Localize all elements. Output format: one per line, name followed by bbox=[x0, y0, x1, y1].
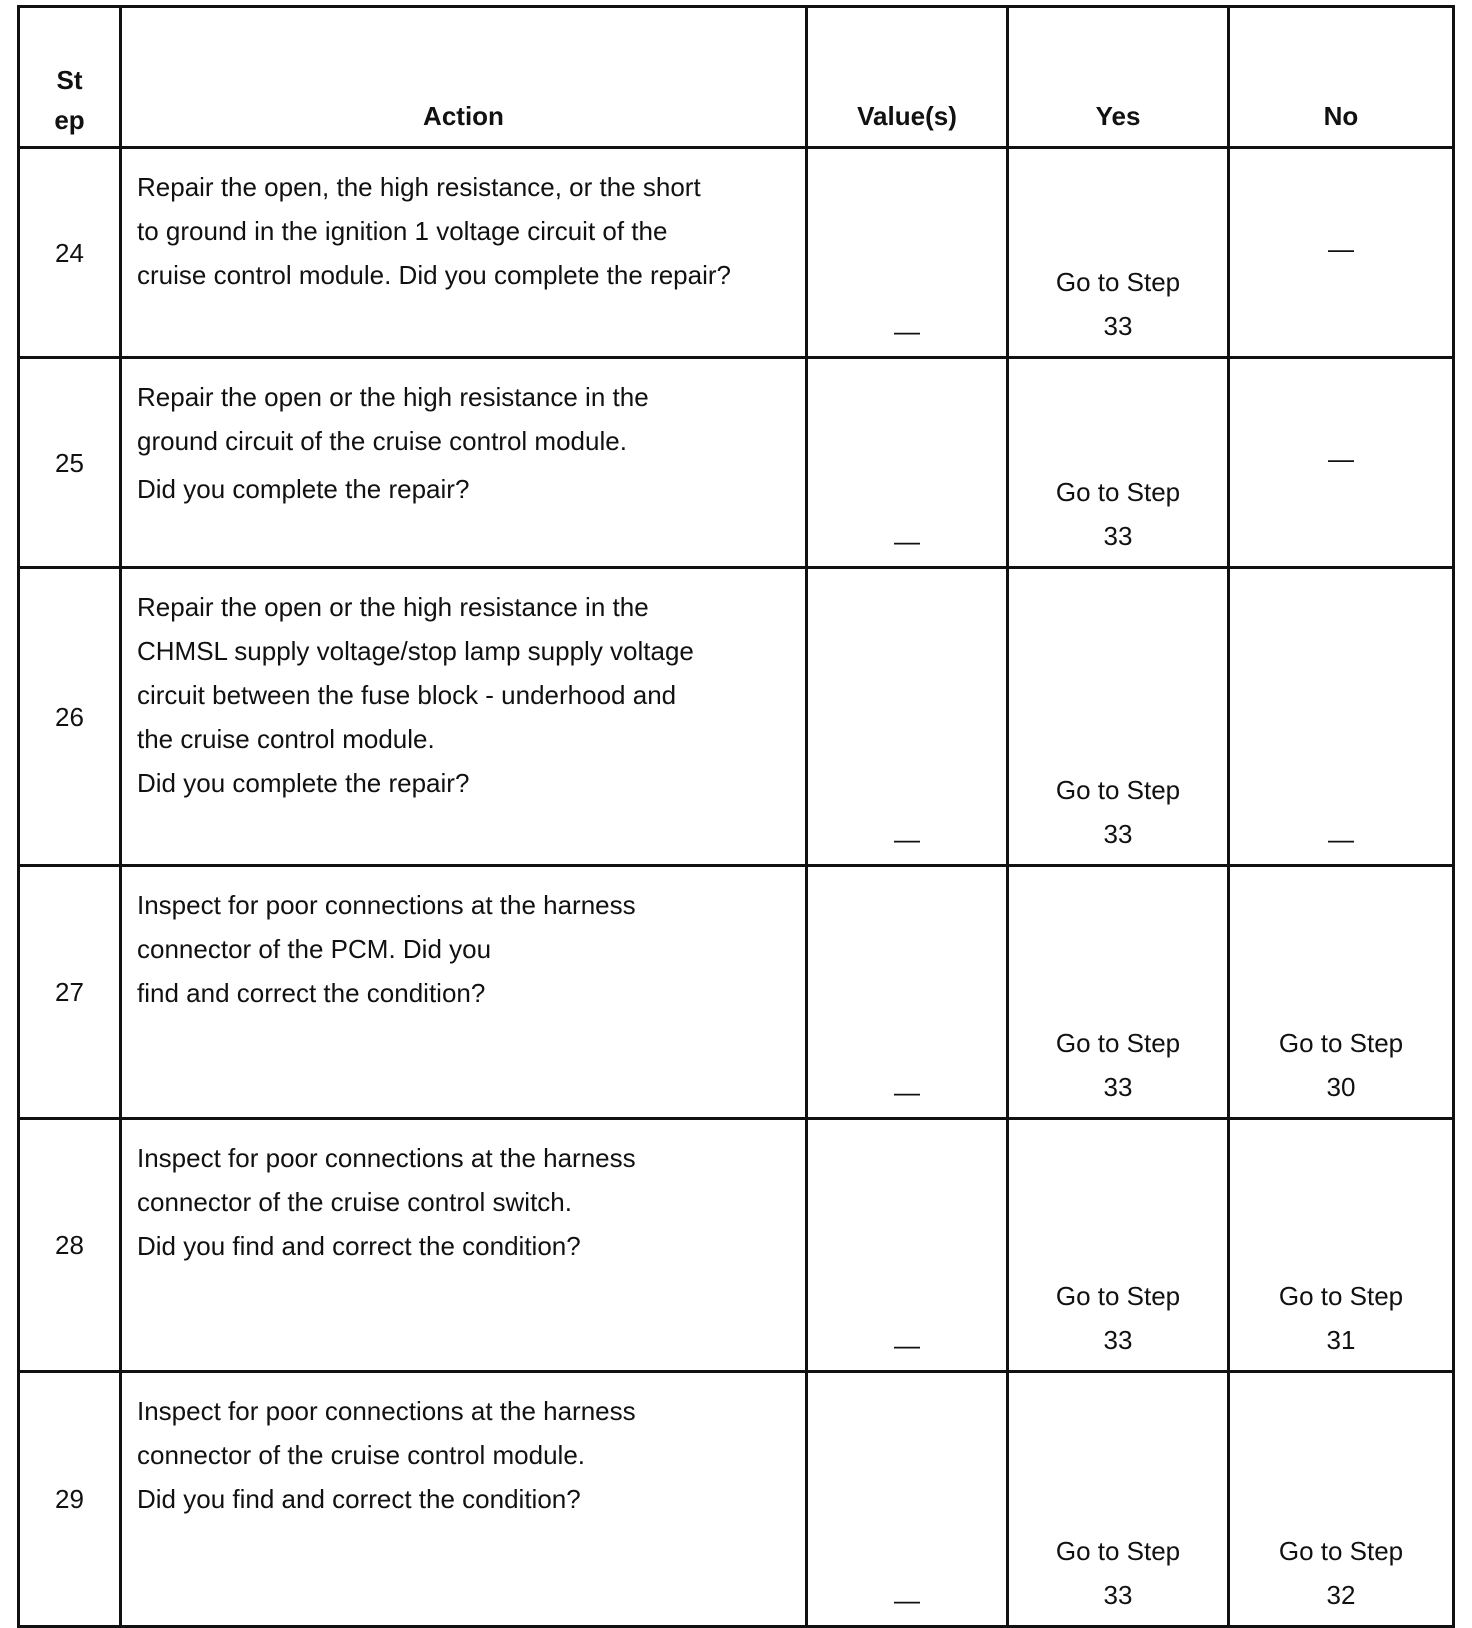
no-cell bbox=[1229, 866, 1454, 1119]
no-text: — bbox=[1328, 824, 1354, 854]
step-number: 28 bbox=[55, 1230, 84, 1260]
action-line: to ground in the ignition 1 voltage circuit of the bbox=[137, 216, 668, 246]
yes-goto-step: 33 bbox=[1103, 1325, 1133, 1355]
no-cell bbox=[1229, 1119, 1454, 1372]
yes-goto-step: 33 bbox=[1103, 521, 1133, 551]
action-line: Did you complete the repair? bbox=[137, 474, 470, 504]
value-text: — bbox=[894, 1077, 920, 1107]
table-row bbox=[19, 148, 1454, 358]
value-text: — bbox=[894, 1330, 920, 1360]
yes-goto-step: 33 bbox=[1103, 1580, 1133, 1610]
action-line: Repair the open or the high resistance in the bbox=[137, 592, 649, 622]
yes-goto-label: Go to Step bbox=[1055, 1281, 1181, 1311]
step-number: 29 bbox=[55, 1484, 84, 1514]
yes-goto-step: 33 bbox=[1103, 311, 1133, 341]
action-line: Inspect for poor connections at the harness bbox=[137, 1396, 636, 1426]
yes-goto-label: Go to Step bbox=[1055, 267, 1181, 297]
action-line: Repair the open or the high resistance in the bbox=[137, 382, 649, 412]
action-cell bbox=[121, 1119, 807, 1372]
action-line: Repair the open, the high resistance, or the short bbox=[137, 172, 701, 202]
action-line: Did you find and correct the condition? bbox=[137, 1231, 581, 1261]
value-cell bbox=[807, 1372, 1008, 1627]
header-step bbox=[19, 7, 121, 148]
header-values bbox=[807, 7, 1008, 148]
value-cell bbox=[807, 866, 1008, 1119]
table-row bbox=[19, 1372, 1454, 1627]
table-row bbox=[19, 1119, 1454, 1372]
table-header-row bbox=[19, 7, 1454, 148]
value-cell bbox=[807, 568, 1008, 866]
step-cell bbox=[19, 866, 121, 1119]
table-row bbox=[19, 866, 1454, 1119]
step-cell bbox=[19, 148, 121, 358]
yes-cell bbox=[1008, 148, 1229, 358]
yes-cell bbox=[1008, 358, 1229, 568]
yes-goto-label: Go to Step bbox=[1055, 1536, 1181, 1566]
no-cell bbox=[1229, 1372, 1454, 1627]
action-cell bbox=[121, 148, 807, 358]
yes-cell bbox=[1008, 1119, 1229, 1372]
action-line: ground circuit of the cruise control module. bbox=[137, 426, 627, 456]
no-goto-label: Go to Step bbox=[1278, 1028, 1404, 1058]
step-number: 24 bbox=[55, 237, 84, 268]
yes-goto-step: 33 bbox=[1103, 1072, 1133, 1102]
step-cell bbox=[19, 1372, 121, 1627]
no-text: — bbox=[1328, 233, 1354, 263]
no-goto-step: 32 bbox=[1326, 1580, 1356, 1610]
header-values-label: Value(s) bbox=[857, 101, 957, 131]
header-action bbox=[121, 7, 807, 148]
action-cell bbox=[121, 568, 807, 866]
action-line: CHMSL supply voltage/stop lamp supply voltage bbox=[137, 636, 694, 666]
action-cell bbox=[121, 358, 807, 568]
value-text: — bbox=[894, 316, 920, 346]
header-yes bbox=[1008, 7, 1229, 148]
yes-goto-step: 33 bbox=[1103, 819, 1133, 849]
no-text: — bbox=[1328, 443, 1354, 473]
action-line: Did you complete the repair? bbox=[137, 768, 470, 798]
action-line: connector of the PCM. Did you bbox=[137, 934, 492, 964]
value-cell bbox=[807, 358, 1008, 568]
header-no bbox=[1229, 7, 1454, 148]
value-cell bbox=[807, 148, 1008, 358]
no-cell bbox=[1229, 148, 1454, 358]
no-goto-label: Go to Step bbox=[1278, 1281, 1404, 1311]
yes-cell bbox=[1008, 568, 1229, 866]
no-goto-label: Go to Step bbox=[1278, 1536, 1404, 1566]
action-cell bbox=[121, 1372, 807, 1627]
header-no-label: No bbox=[1323, 101, 1359, 131]
value-text: — bbox=[894, 1585, 920, 1615]
yes-goto-label: Go to Step bbox=[1055, 775, 1181, 805]
step-cell bbox=[19, 358, 121, 568]
header-action-label: Action bbox=[423, 101, 504, 131]
yes-goto-label: Go to Step bbox=[1055, 477, 1181, 507]
step-cell bbox=[19, 568, 121, 866]
step-number: 26 bbox=[55, 701, 84, 732]
no-cell bbox=[1229, 358, 1454, 568]
table-row bbox=[19, 568, 1454, 866]
yes-goto-label: Go to Step bbox=[1055, 1028, 1181, 1058]
step-number: 25 bbox=[55, 447, 84, 478]
action-line: find and correct the condition? bbox=[137, 978, 486, 1008]
header-yes-label: Yes bbox=[1095, 101, 1141, 131]
no-cell bbox=[1229, 568, 1454, 866]
action-line: cruise control module. Did you complete the repair? bbox=[137, 260, 731, 290]
yes-cell bbox=[1008, 1372, 1229, 1627]
step-number: 27 bbox=[55, 977, 84, 1007]
value-text: — bbox=[894, 526, 920, 556]
yes-cell bbox=[1008, 866, 1229, 1119]
action-line: connector of the cruise control switch. bbox=[137, 1187, 572, 1217]
action-line: circuit between the fuse block - underhood and bbox=[137, 680, 677, 710]
action-cell bbox=[121, 866, 807, 1119]
action-line: Inspect for poor connections at the harness bbox=[137, 1143, 636, 1173]
header-step-label: St ep bbox=[54, 65, 85, 135]
action-line: Did you find and correct the condition? bbox=[137, 1484, 581, 1514]
step-cell bbox=[19, 1119, 121, 1372]
diagnostic-steps-table bbox=[17, 5, 1455, 1628]
value-text: — bbox=[894, 824, 920, 854]
action-line: the cruise control module. bbox=[137, 724, 435, 754]
no-goto-step: 30 bbox=[1326, 1072, 1356, 1102]
table-row bbox=[19, 358, 1454, 568]
action-line: Inspect for poor connections at the harness bbox=[137, 890, 636, 920]
action-line: connector of the cruise control module. bbox=[137, 1440, 586, 1470]
value-cell bbox=[807, 1119, 1008, 1372]
no-goto-step: 31 bbox=[1326, 1325, 1356, 1355]
